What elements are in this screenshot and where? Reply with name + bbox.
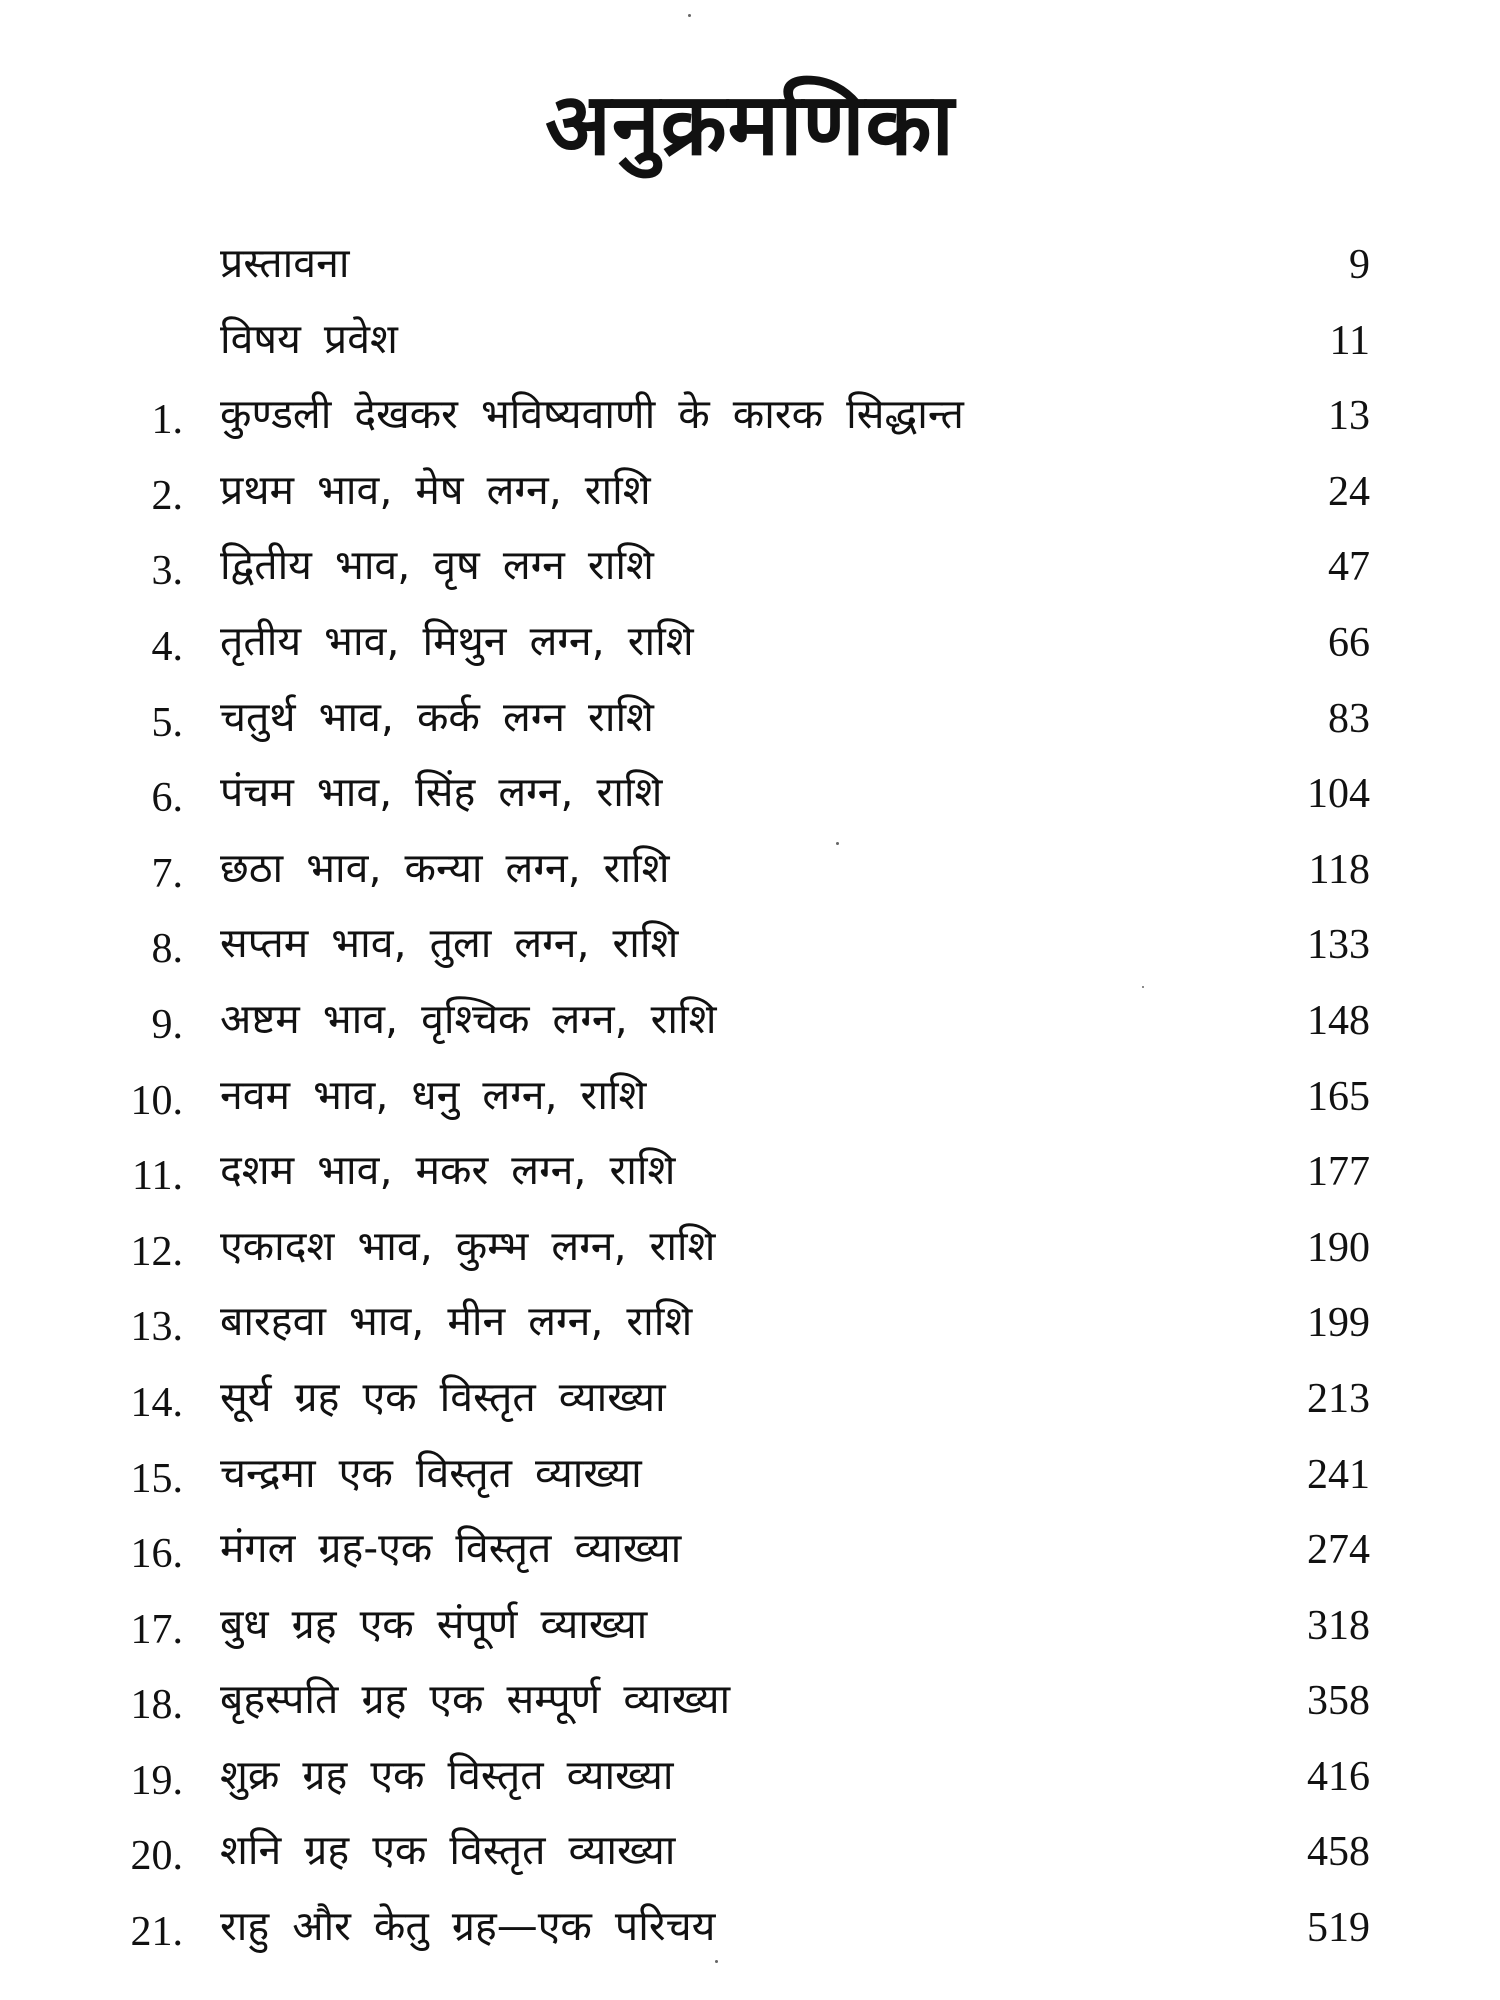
entry-page-number: 358	[1307, 1678, 1370, 1725]
entry-title: मंगल ग्रह-एक विस्तृत व्याख्या	[220, 1524, 682, 1573]
entry-title: सप्तम भाव, तुला लग्न, राशि	[220, 919, 679, 968]
entry-page-number: 274	[1307, 1527, 1370, 1574]
entry-title: सूर्य ग्रह एक विस्तृत व्याख्या	[220, 1372, 666, 1421]
entry-number: 14.	[130, 1379, 183, 1426]
entry-page-number: 11	[1329, 317, 1370, 364]
toc-entry	[0, 604, 1500, 680]
entry-title: चतुर्थ भाव, कर्क लग्न राशि	[220, 692, 654, 741]
entry-number: 13.	[130, 1304, 183, 1351]
entry-page-number: 24	[1328, 468, 1370, 515]
toc-entry	[0, 755, 1500, 831]
entry-title: अष्टम भाव, वृश्चिक लग्न, राशि	[220, 994, 717, 1043]
entry-page-number: 458	[1307, 1829, 1370, 1876]
entry-number: 2.	[151, 472, 183, 519]
table-of-contents	[0, 226, 1500, 1965]
scan-speck	[1142, 986, 1144, 988]
page-title: अनुक्रमणिका	[545, 75, 955, 175]
entry-page-number: 104	[1307, 771, 1370, 818]
entry-page-number: 118	[1308, 846, 1370, 893]
toc-entry	[0, 1360, 1500, 1436]
toc-entry	[0, 831, 1500, 907]
entry-page-number: 318	[1307, 1602, 1370, 1649]
entry-title: कुण्डली देखकर भविष्यवाणी के कारक सिद्धान्त	[220, 390, 964, 439]
entry-number: 18.	[130, 1682, 183, 1729]
entry-number: 17.	[130, 1606, 183, 1653]
entry-title: प्रस्तावना	[220, 239, 350, 287]
toc-entry	[0, 1436, 1500, 1512]
toc-entry	[0, 1511, 1500, 1587]
entry-number: 5.	[151, 699, 183, 746]
toc-entry	[0, 377, 1500, 453]
toc-entry	[0, 453, 1500, 529]
toc-entry	[0, 680, 1500, 756]
entry-page-number: 83	[1328, 695, 1370, 742]
entry-title: बृहस्पति ग्रह एक सम्पूर्ण व्याख्या	[220, 1675, 731, 1724]
toc-entry	[0, 1738, 1500, 1814]
entry-page-number: 213	[1307, 1375, 1370, 1422]
entry-title: एकादश भाव, कुम्भ लग्न, राशि	[220, 1221, 716, 1270]
entry-title: चन्द्रमा एक विस्तृत व्याख्या	[220, 1448, 642, 1497]
entry-title: शनि ग्रह एक विस्तृत व्याख्या	[220, 1826, 676, 1875]
entry-number: 6.	[151, 775, 183, 822]
entry-page-number: 241	[1307, 1451, 1370, 1498]
entry-page-number: 9	[1349, 242, 1370, 288]
entry-page-number: 66	[1328, 619, 1370, 666]
entry-page-number: 177	[1307, 1149, 1370, 1196]
entry-title: द्वितीय भाव, वृष लग्न राशि	[220, 541, 654, 590]
entry-number: 7.	[151, 850, 183, 897]
entry-number: 21.	[130, 1909, 183, 1956]
entry-number: 20.	[130, 1833, 183, 1880]
entry-number: 16.	[130, 1531, 183, 1578]
entry-page-number: 519	[1307, 1905, 1370, 1952]
entry-number: 1.	[151, 397, 183, 444]
toc-entry	[0, 528, 1500, 604]
toc-entry	[0, 226, 1500, 302]
entry-page-number: 47	[1328, 544, 1370, 591]
entry-number: 4.	[151, 623, 183, 670]
entry-number: 10.	[130, 1077, 183, 1124]
toc-entry	[0, 1209, 1500, 1285]
entry-number: 8.	[151, 926, 183, 973]
entry-title: दशम भाव, मकर लग्न, राशि	[220, 1146, 676, 1195]
toc-entry	[0, 1284, 1500, 1360]
entry-number: 11.	[132, 1153, 183, 1200]
entry-title: छठा भाव, कन्या लग्न, राशि	[220, 843, 670, 892]
entry-page-number: 133	[1307, 922, 1370, 969]
scan-speck	[836, 842, 839, 845]
entry-title: राहु और केतु ग्रह—एक परिचय	[220, 1902, 716, 1951]
toc-entry	[0, 1813, 1500, 1889]
entry-title: बारहवा भाव, मीन लग्न, राशि	[220, 1297, 693, 1346]
entry-title: विषय प्रवेश	[220, 314, 398, 363]
toc-entry	[0, 1587, 1500, 1663]
entry-page-number: 190	[1307, 1224, 1370, 1271]
entry-number: 9.	[151, 1001, 183, 1048]
entry-title: पंचम भाव, सिंह लग्न, राशि	[220, 768, 663, 817]
toc-entry	[0, 982, 1500, 1058]
toc-entry	[0, 1662, 1500, 1738]
entry-page-number: 199	[1307, 1300, 1370, 1347]
entry-number: 19.	[130, 1757, 183, 1804]
entry-page-number: 416	[1307, 1753, 1370, 1800]
entry-page-number: 13	[1328, 393, 1370, 440]
toc-entry	[0, 1058, 1500, 1134]
entry-title: शुक्र ग्रह एक विस्तृत व्याख्या	[220, 1750, 674, 1799]
entry-number: 12.	[130, 1228, 183, 1275]
entry-page-number: 165	[1307, 1073, 1370, 1120]
toc-entry	[0, 1133, 1500, 1209]
entry-number: 3.	[151, 548, 183, 595]
toc-entry	[0, 302, 1500, 378]
entry-title: बुध ग्रह एक संपूर्ण व्याख्या	[220, 1599, 648, 1648]
entry-page-number: 148	[1307, 997, 1370, 1044]
entry-title: तृतीय भाव, मिथुन लग्न, राशि	[220, 616, 694, 665]
toc-entry	[0, 1889, 1500, 1965]
scan-speck	[715, 1960, 718, 1963]
entry-title: प्रथम भाव, मेष लग्न, राशि	[220, 465, 651, 514]
entry-number: 15.	[130, 1455, 183, 1502]
scan-speck	[688, 14, 691, 17]
toc-entry	[0, 906, 1500, 982]
entry-title: नवम भाव, धनु लग्न, राशि	[220, 1070, 647, 1119]
